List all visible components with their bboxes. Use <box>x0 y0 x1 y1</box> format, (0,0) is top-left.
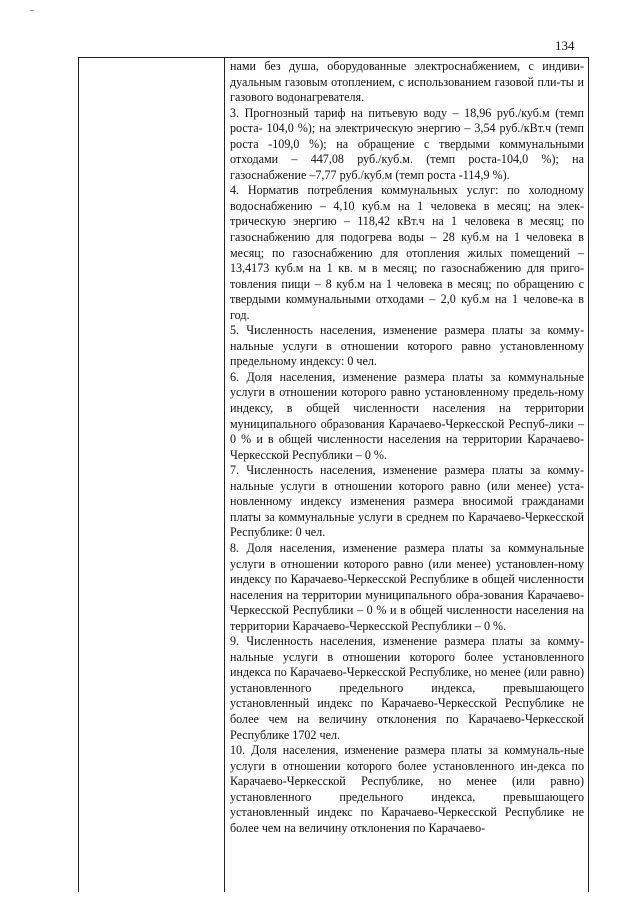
paragraph-item-6: 6. Доля населения, изменение размера платы за коммунальные услуги в отношении которого равно установленному предель-ному индексу, в общей численности населения на территории муниципального образования Карачаево-Черкесской Респуб-лики – 0 % и в общей численности населения на территории Карачаево-Черкесской Республики – 0 %. <box>230 369 584 462</box>
paragraph-item-9: 9. Численность населения, изменение размера платы за комму-нальные услуги в отношении которого более установленного индекса по Карачаево-Черкесской Республике, но менее (или равно) установленного предельного индекса, превышающего установленный индекс по Карачаево-Черкесской Республике не более чем на величину отклонения по Карачаево-Черкесской Республике 1702 чел. <box>230 634 584 742</box>
paragraph-item-8: 8. Доля населения, изменение размера платы за коммунальные услуги в отношении которого равно (или менее) установлен-ному индексу по Карачаево-Черкесской Республике в общей численности населения на территории муниципального обра-зования Карачаево-Черкесской Республики – 0 % и в общей численности населения на территории Карачаево-Черкесской Республики – 0 %. <box>230 540 584 633</box>
paragraph-item-10: 10. Доля населения, изменение размера платы за коммуналь-ные услуги в отношении которого более установленного ин-декса по Карачаево-Черкесской Республике, но менее (или равно) установленного предельного индекса, превышающего установленный индекс по Карачаево-Черкесской Республике не более чем на величину отклонения по Карачаево- <box>230 743 584 835</box>
page-number: 134 <box>555 38 575 53</box>
scan-mark <box>30 10 34 11</box>
paragraph-item-3: 3. Прогнозный тариф на питьевую воду – 18,96 руб./куб.м (темп роста- 104,0 %); на электрическую энергию – 3,54 руб./кВт.ч (темп роста -109,0 %); на обращение с твердыми коммунальными отходами – 447,08 руб./куб.м. (темп роста-104,0 %); на газоснабжение –7,77 руб./куб.м (темп роста -114,9 %). <box>230 105 584 182</box>
paragraph-item-4: 4. Норматив потребления коммунальных услуг: по холодному водоснабжению – 4,10 куб.м на 1 человека в месяц; на элек-трическую энергию – 118,42 кВт.ч на 1 человека в месяц; по газоснабжению для подогрева воды – 28 куб.м на 1 человека в месяц; по газоснабжению для отопления жилых помещений – 13,4173 куб.м на 1 кв. м в месяц; по газоснабжению для приго-товления пищи – 8 куб.м на 1 человека в месяц; по обращению с твердыми коммунальными отходами – 2,0 куб.м на 1 челове-ка в год. <box>230 183 584 322</box>
table-right-column <box>230 59 584 836</box>
table-left-column <box>79 58 225 892</box>
paragraph-continuation: нами без душа, оборудованные электроснабжением, с индиви-дуальным газовым отоплением, с использованием газовой пли-ты и газового водонагревателя. <box>230 59 584 105</box>
paragraph-item-7: 7. Численность населения, изменение размера платы за комму-нальные услуги в отношении которого равно (или менее) уста-новленному индексу изменения размера вносимой гражданами платы за коммунальные услуги в среднем по Карачаево-Черкесской Республике: 0 чел. <box>230 463 584 540</box>
paragraph-item-5: 5. Численность населения, изменение размера платы за комму-нальные услуги в отношении которого равно установленному предельному индексу: 0 чел. <box>230 323 584 369</box>
document-table <box>78 57 589 892</box>
